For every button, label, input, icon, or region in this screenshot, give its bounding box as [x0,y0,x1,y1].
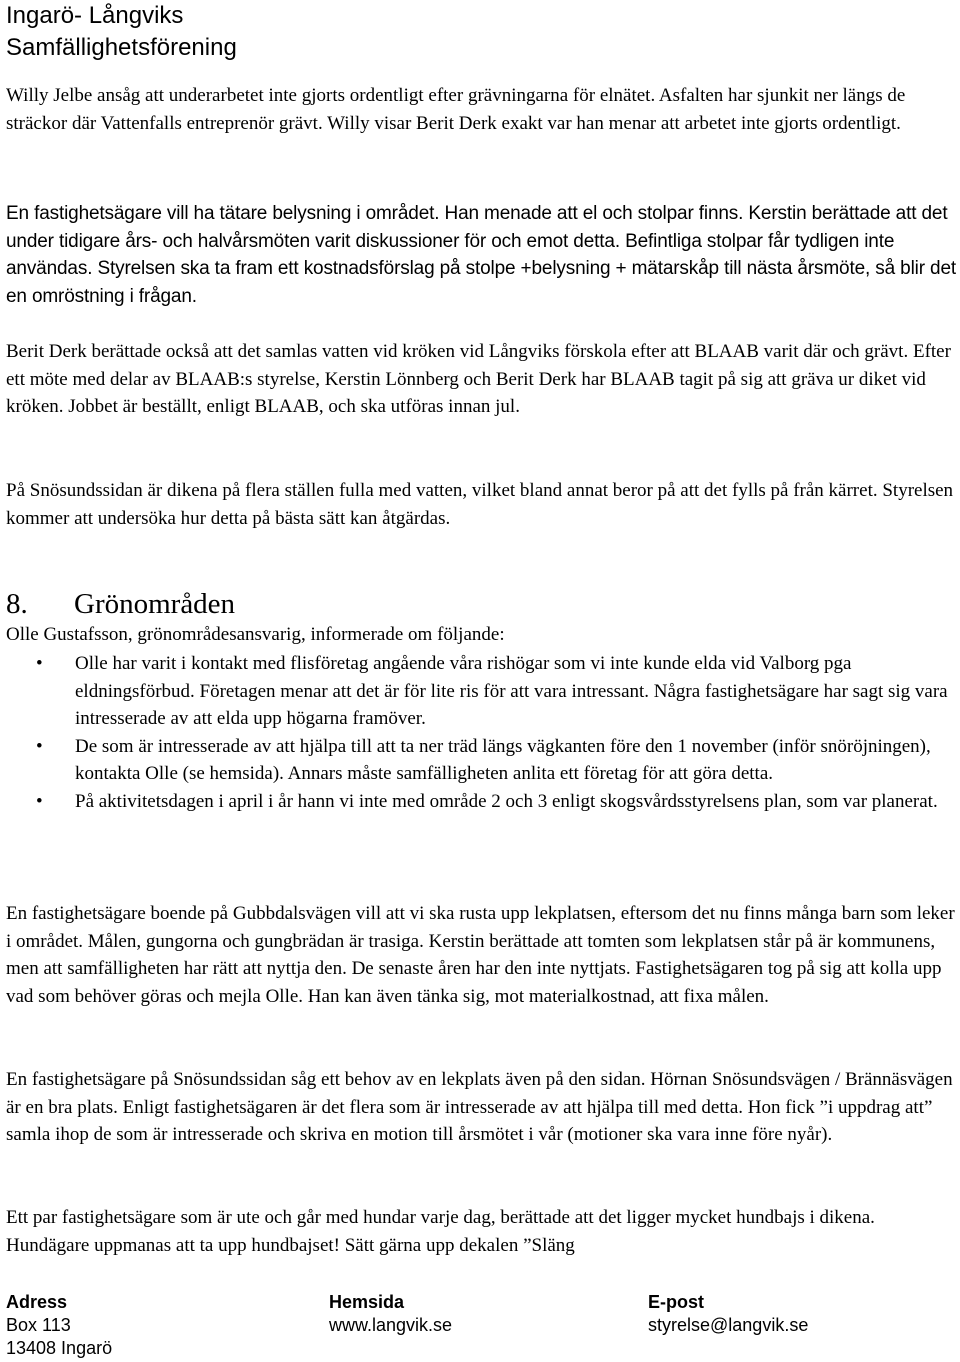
footer-website [329,1291,452,1337]
page-footer [6,1291,956,1362]
footer-website-label: Hemsida [329,1292,405,1312]
paragraph-asphalt: Willy Jelbe ansåg att underarbetet inte gjorts ordentligt efter grävningarna för elnätet. Asfalten har sjunkit ner längs de sträckor där Vattenfalls entreprenör grävt. Willy visar Berit Derk exakt var han menar att arbetet inte gjorts ordentligt. [6,85,906,134]
list-item [6,733,956,788]
footer-email [648,1291,808,1337]
list-item-text: De som är intresserade av att hjälpa till att ta ner träd längs vägkanten före den 1 november (inför snöröjningen), kontakta Olle (se hemsida). Annars måste samfälligheten anlita ett företag för att göra detta. [75,735,931,785]
bullet-icon: • [36,735,43,757]
organization-header [6,0,237,64]
organization-name-line1: Ingarö- Långviks [6,2,184,29]
bullet-icon: • [36,653,43,674]
organization-name-line2: Samfällighetsförening [6,34,237,61]
paragraph-lighting: En fastighetsägare vill ha tätare belysning i området. Han menade att el och stolpar finns. Kerstin berättade att det under tidigare års- och halvårsmöten varit diskussioner för och emot detta. Befintliga stolpar får tydligen inte användas. Styrelsen ska ta fram ett kostnadsförslag på stolpe +belysning + mätarskåp till nästa årsmöte, så blir det en omröstning i frågan. [6,203,956,307]
section-title: Grönområden [74,588,236,620]
footer-address-label: Adress [6,1292,68,1312]
list-item-text: Olle har varit i kontakt med flisföretag angående våra rishögar som vi inte kunde elda vid Valborg pga eldningsförbud. Företagen menar att det är för lite ris för att vara intressant. Några fastighetsägare har sagt sig vara intresserade av att elda upp högarna framöver. [75,653,948,730]
list-item-text: På aktivitetsdagen i april i år hann vi inte med område 2 och 3 enligt skogsvårdsstyrelsens plan, som var planerat. [75,790,938,812]
bullet-list [6,650,956,816]
section-heading [6,584,235,624]
paragraph-snosund-playground: En fastighetsägare på Snösundssidan såg ett behov av en lekplats även på den sidan. Hörnan Snösundsvägen / Brännäsvägen är en bra plats. Enligt fastighetsägaren är det flera som är intresserade av att hjälpa till med detta. Hon fick ”i uppdrag att” samla ihop de som är intresserade och skriva en motion till årsmötet i vår (motioner ska vara inne före nyår). [6,1069,953,1146]
list-item [6,788,956,816]
section-intro: Olle Gustafsson, grönområdesansvarig, informerade om följande: [6,624,505,645]
footer-email-link[interactable]: styrelse@langvik.se [648,1315,809,1335]
footer-address-line1: Box 113 [6,1315,71,1335]
paragraph-dog-waste: Ett par fastighetsägare som är ute och går med hundar varje dag, berättade att det ligger mycket hundbajs i dikena. Hundägare uppmanas att ta upp hundbajset! Sätt gärna upp dekalen ”Släng [6,1207,875,1256]
list-item [6,650,956,733]
bullet-icon: • [36,790,43,812]
paragraph-snosund-ditches: På Snösundssidan är dikena på flera ställen fulla med vatten, vilket bland annat beror på att det fylls på från kärret. Styrelsen kommer att undersöka hur detta på bästa sätt kan åtgärdas. [6,480,954,529]
footer-website-link[interactable]: www.langvik.se [329,1315,453,1335]
section-number: 8. [6,588,28,620]
footer-address-line2: 13408 Ingarö [6,1338,113,1358]
paragraph-water-curve: Berit Derk berättade också att det samlas vatten vid kröken vid Långviks förskola efter att BLAAB varit där och grävt. Efter ett möte med delar av BLAAB:s styrelse, Kerstin Lönnberg och Berit Derk har BLAAB tagit på sig att gräva ur diket vid kröken. Jobbet är beställt, enligt BLAAB, och ska utföras innan jul. [6,341,951,418]
paragraph-playground: En fastighetsägare boende på Gubbdalsvägen vill att vi ska rusta upp lekplatsen, eftersom det nu finns många barn som leker i området. Målen, gungorna och gungbrädan är trasiga. Kerstin berättade att tomten som lekplatsen står på är kommunens, men att samfälligheten har rätt att nyttja den. De senaste åren har den inte nyttjats. Fastighetsägaren tog på sig att kolla upp vad som behöver göras och mejla Olle. Han kan även tänka sig, mot materialkostnad, att fixa målen. [6,903,955,1007]
footer-email-label: E-post [648,1292,704,1312]
footer-address [6,1291,112,1360]
